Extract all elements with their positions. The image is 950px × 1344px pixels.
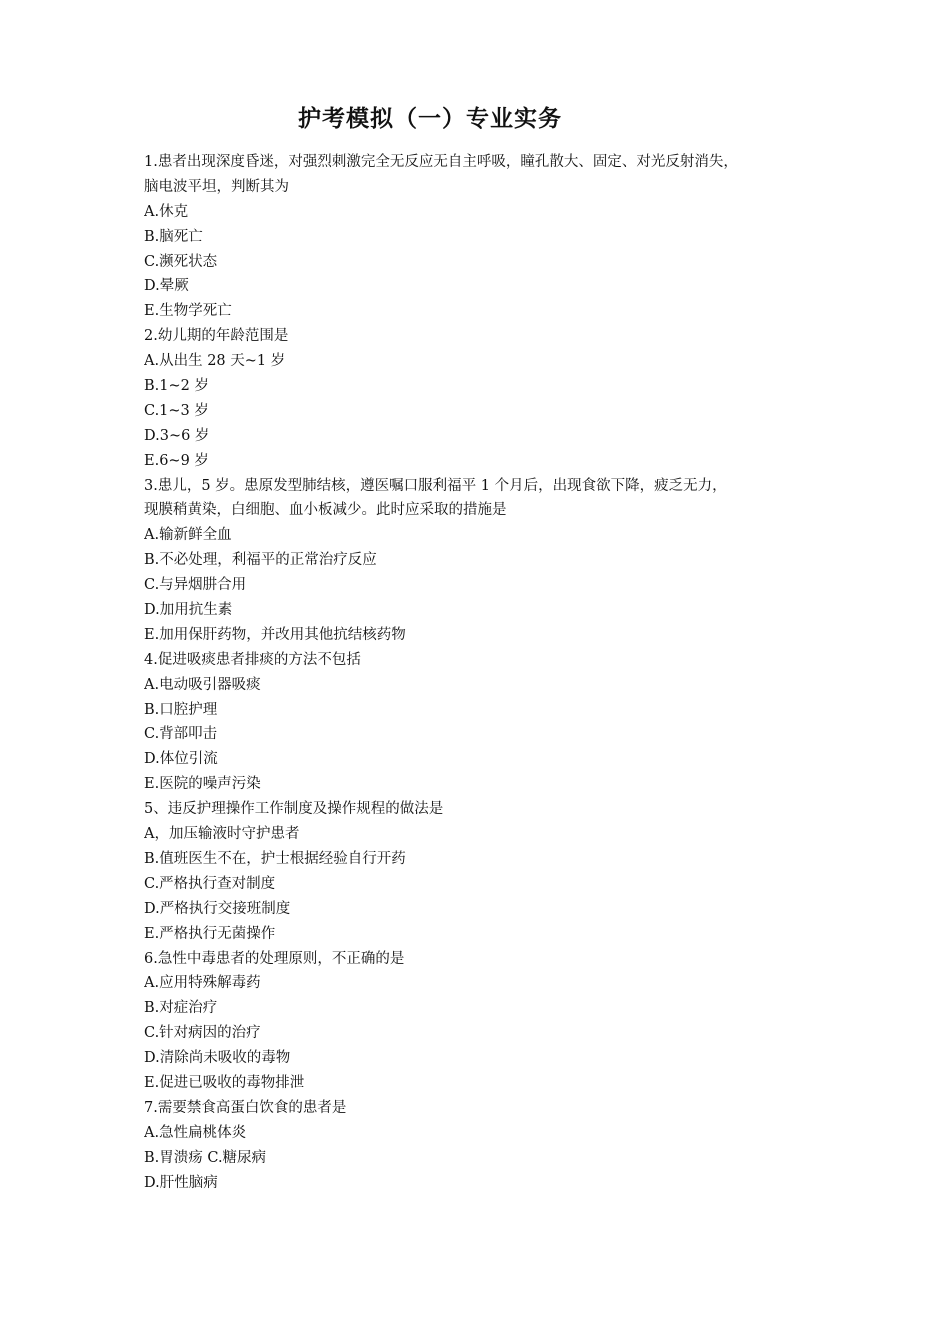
question-stem: 4.促进吸痰患者排痰的方法不包括 <box>144 651 361 668</box>
question-6 <box>144 947 804 1096</box>
question-3 <box>144 474 804 648</box>
answer-option: B.对症治疗 <box>144 1000 218 1017</box>
answer-option: D.晕厥 <box>144 278 189 295</box>
answer-option: A，加压输液时守护患者 <box>144 826 300 843</box>
question-stem: 6.急性中毒患者的处理原则，不正确的是 <box>144 950 405 967</box>
question-7 <box>144 1096 804 1196</box>
answer-option: E.生物学死亡 <box>144 303 232 320</box>
answer-option: B.不必处理，利福平的正常治疗反应 <box>144 552 377 569</box>
question-stem: 脑电波平坦，判断其为 <box>144 178 289 195</box>
answer-option: A.应用特殊解毒药 <box>144 975 261 992</box>
answer-option: E.6~9 岁 <box>144 452 209 469</box>
question-stem: 1.患者出现深度昏迷，对强烈刺激完全无反应无自主呼吸，瞳孔散大、固定、对光反射消失， <box>144 154 738 170</box>
question-4 <box>144 648 804 797</box>
answer-option: E.医院的噪声污染 <box>144 776 261 793</box>
answer-option: E.促进已吸收的毒物排泄 <box>144 1074 305 1091</box>
answer-option: D.严格执行交接班制度 <box>144 900 291 917</box>
answer-option: E.严格执行无菌操作 <box>144 925 276 942</box>
answer-option: C.严格执行查对制度 <box>144 875 276 892</box>
answer-option: B.口腔护理 <box>144 701 218 718</box>
answer-option: B.值班医生不在，护士根据经验自行开药 <box>144 850 406 867</box>
answer-option: C.背部叩击 <box>144 726 218 743</box>
answer-option: C.1~3 岁 <box>144 402 209 419</box>
question-stem: 3.患儿，5 岁。患原发型肺结核，遵医嘱口服利福平 1 个月后，出现食欲下降，疲乏无力， <box>144 477 727 494</box>
answer-option: A.电动吸引器吸痰 <box>144 676 261 693</box>
answer-option: D.肝性脑病 <box>144 1174 218 1191</box>
question-stem: 7.需要禁食高蛋白饮食的患者是 <box>144 1099 347 1116</box>
answer-option: B.胃溃疡 C.糖尿病 <box>144 1149 267 1166</box>
question-1 <box>144 150 804 324</box>
answer-option: E.加用保肝药物，并改用其他抗结核药物 <box>144 626 406 643</box>
document-title: 护考模拟（一）专业实务 <box>298 105 562 132</box>
question-stem: 5、违反护理操作工作制度及操作规程的做法是 <box>144 801 444 818</box>
answer-option: A.急性扁桃体炎 <box>144 1124 247 1141</box>
question-5 <box>144 797 804 946</box>
question-list <box>144 150 804 1195</box>
answer-option: B.1~2 岁 <box>144 378 209 395</box>
answer-option: D.3~6 岁 <box>144 427 210 444</box>
answer-option: C.与异烟肼合用 <box>144 577 247 594</box>
question-2 <box>144 324 804 473</box>
question-stem: 2.幼儿期的年龄范围是 <box>144 328 289 345</box>
answer-option: C.濒死状态 <box>144 253 218 270</box>
answer-option: A.休克 <box>144 203 189 220</box>
question-stem: 现膜稍黄染，白细胞、血小板减少。此时应采取的措施是 <box>144 502 507 519</box>
answer-option: D.体位引流 <box>144 751 218 768</box>
answer-option: D.加用抗生素 <box>144 602 233 619</box>
answer-option: B.脑死亡 <box>144 228 203 245</box>
answer-option: A.从出生 28 天~1 岁 <box>144 353 286 370</box>
answer-option: C.针对病因的治疗 <box>144 1025 261 1042</box>
answer-option: A.输新鲜全血 <box>144 527 232 544</box>
answer-option: D.清除尚未吸收的毒物 <box>144 1050 291 1067</box>
